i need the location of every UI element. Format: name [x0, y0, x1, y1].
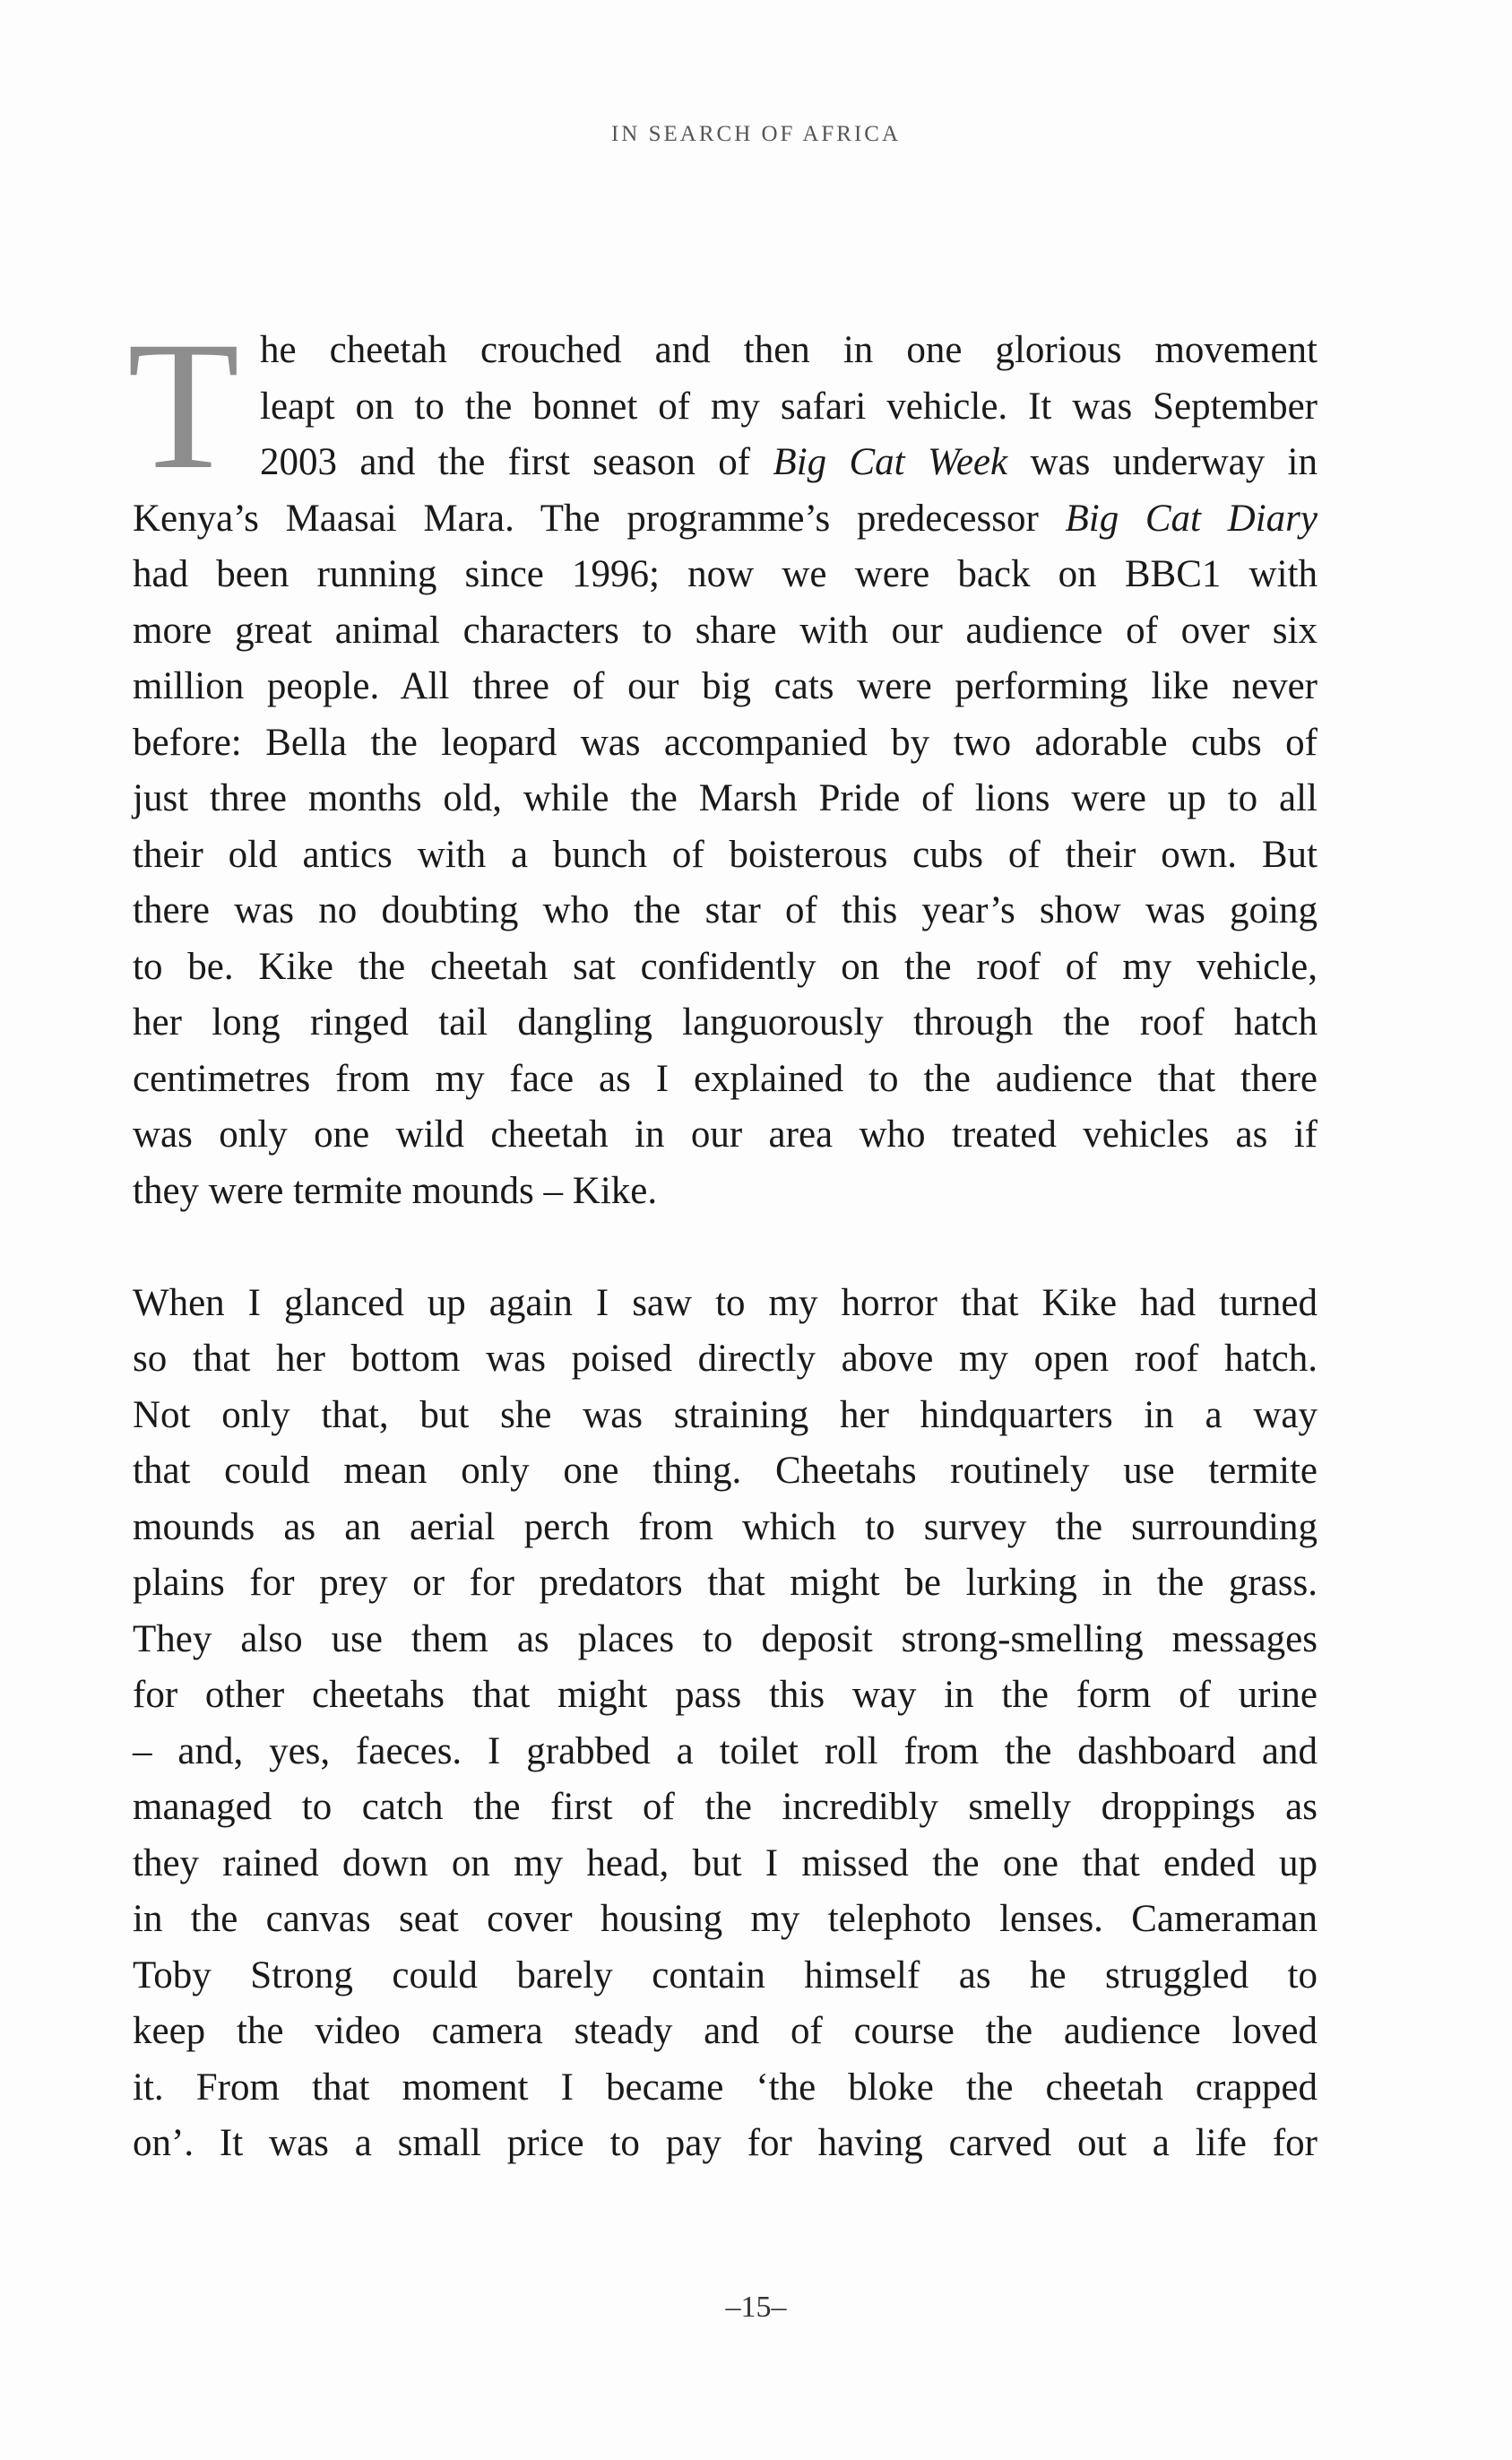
- text-line: [133, 2060, 1318, 2117]
- paragraphs: [133, 323, 1318, 2172]
- paragraph: [133, 1276, 1318, 2172]
- italic-title: Big Cat Diary: [1065, 497, 1318, 540]
- text-segment: They also use them as places to deposit strong-smelling messages: [133, 1617, 1318, 1660]
- text-line: [133, 1331, 1318, 1388]
- running-head: IN SEARCH OF AFRICA: [610, 122, 902, 146]
- text-line: [260, 435, 1318, 491]
- text-segment: keep the video camera steady and of course the audience loved: [133, 2010, 1318, 2052]
- text-segment: – and, yes, faeces. I grabbed a toilet roll from the dashboard and: [133, 1729, 1318, 1772]
- text-segment: on’. It was a small price to pay for having carved out a life for: [133, 2122, 1318, 2164]
- text-line: [260, 323, 1318, 379]
- text-segment: to be. Kike the cheetah sat confidently on the roof of my vehicle,: [133, 945, 1318, 988]
- text-line: [133, 547, 1318, 603]
- body-text: [127, 304, 1318, 2172]
- text-segment: centimetres from my face as I explained to the audience that there: [133, 1057, 1318, 1100]
- text-segment: they rained down on my head, but I missed the one that ended up: [133, 1841, 1318, 1884]
- text-line: [133, 1555, 1318, 1612]
- text-line: [133, 1612, 1318, 1668]
- text-segment: for other cheetahs that might pass this way in the form of urine: [133, 1674, 1318, 1716]
- text-segment: it. From that moment I became ‘the bloke the cheetah crapped: [133, 2066, 1318, 2109]
- text-segment: million people. All three of our big cats were performing like never: [133, 665, 1318, 707]
- text-segment: just three months old, while the Marsh Pride of lions were up to all: [133, 777, 1318, 819]
- text-line: [133, 827, 1318, 884]
- text-segment: Kenya’s Maasai Mara. The programme’s predecessor: [133, 497, 1066, 540]
- text-line: [133, 1388, 1318, 1444]
- text-segment: leapt on to the bonnet of my safari vehicle. It was September: [260, 385, 1318, 428]
- text-segment: managed to catch the first of the incredibly smelly droppings as: [133, 1786, 1318, 1828]
- text-line: [133, 940, 1318, 996]
- text-line: [133, 659, 1318, 715]
- text-segment: her long ringed tail dangling languorously through the roof hatch: [133, 1001, 1318, 1044]
- text-segment: so that her bottom was poised directly above my open roof hatch.: [133, 1338, 1318, 1380]
- text-segment: 2003 and the first season of: [260, 441, 773, 483]
- page-number: –15–: [725, 2291, 787, 2324]
- text-line: [133, 1500, 1318, 1556]
- paragraph-gap: [133, 1219, 1318, 1276]
- text-segment: was underway in: [1007, 441, 1318, 483]
- text-line: [133, 2116, 1318, 2172]
- text-segment: Not only that, but she was straining her hindquarters in a way: [133, 1393, 1318, 1436]
- italic-title: Big Cat Week: [773, 441, 1008, 483]
- text-segment: he cheetah crouched and then in one glorious movement: [260, 329, 1318, 371]
- text-segment: they were termite mounds – Kike.: [133, 1169, 658, 1212]
- text-segment: before: Bella the leopard was accompanied by two adorable cubs of: [133, 721, 1318, 764]
- text-line: [133, 1107, 1318, 1164]
- text-segment: mounds as an aerial perch from which to survey the surrounding: [133, 1505, 1318, 1548]
- text-segment: When I glanced up again I saw to my horror that Kike had turned: [133, 1281, 1318, 1324]
- text-line: [133, 1892, 1318, 1948]
- text-segment: their old antics with a bunch of boisterous cubs of their own. But: [133, 833, 1318, 876]
- text-line: [133, 1443, 1318, 1500]
- text-segment: more great animal characters to share with our audience of over six: [133, 609, 1318, 652]
- text-line: [133, 771, 1318, 827]
- text-line: [133, 1724, 1318, 1780]
- text-line: [133, 995, 1318, 1052]
- text-line: [133, 1948, 1318, 2005]
- drop-cap: T: [127, 304, 240, 507]
- text-segment: had been running since 1996; now we were back on BBC1 with: [133, 553, 1318, 595]
- text-line: [133, 715, 1318, 772]
- text-segment: that could mean only one thing. Cheetahs routinely use termite: [133, 1450, 1318, 1492]
- text-line: [133, 1052, 1318, 1108]
- text-line: [133, 883, 1318, 940]
- text-segment: plains for prey or for predators that might be lurking in the grass.: [133, 1562, 1318, 1604]
- text-segment: Toby Strong could barely contain himself as he struggled to: [133, 1953, 1318, 1997]
- paragraph: [133, 323, 1318, 1219]
- text-segment: there was no doubting who the star of this year’s show was going: [133, 889, 1318, 931]
- text-line: [133, 1836, 1318, 1893]
- text-segment: was only one wild cheetah in our area who treated vehicles as if: [133, 1113, 1318, 1156]
- text-line: [133, 1164, 1318, 1220]
- text-line: [133, 1276, 1318, 1332]
- text-line: [133, 603, 1318, 660]
- text-line: [133, 491, 1318, 548]
- text-line: [133, 1780, 1318, 1836]
- text-line: [260, 379, 1318, 436]
- text-line: [133, 1667, 1318, 1724]
- text-segment: in the canvas seat cover housing my telephoto lenses. Cameraman: [133, 1898, 1318, 1940]
- text-line: [133, 2004, 1318, 2060]
